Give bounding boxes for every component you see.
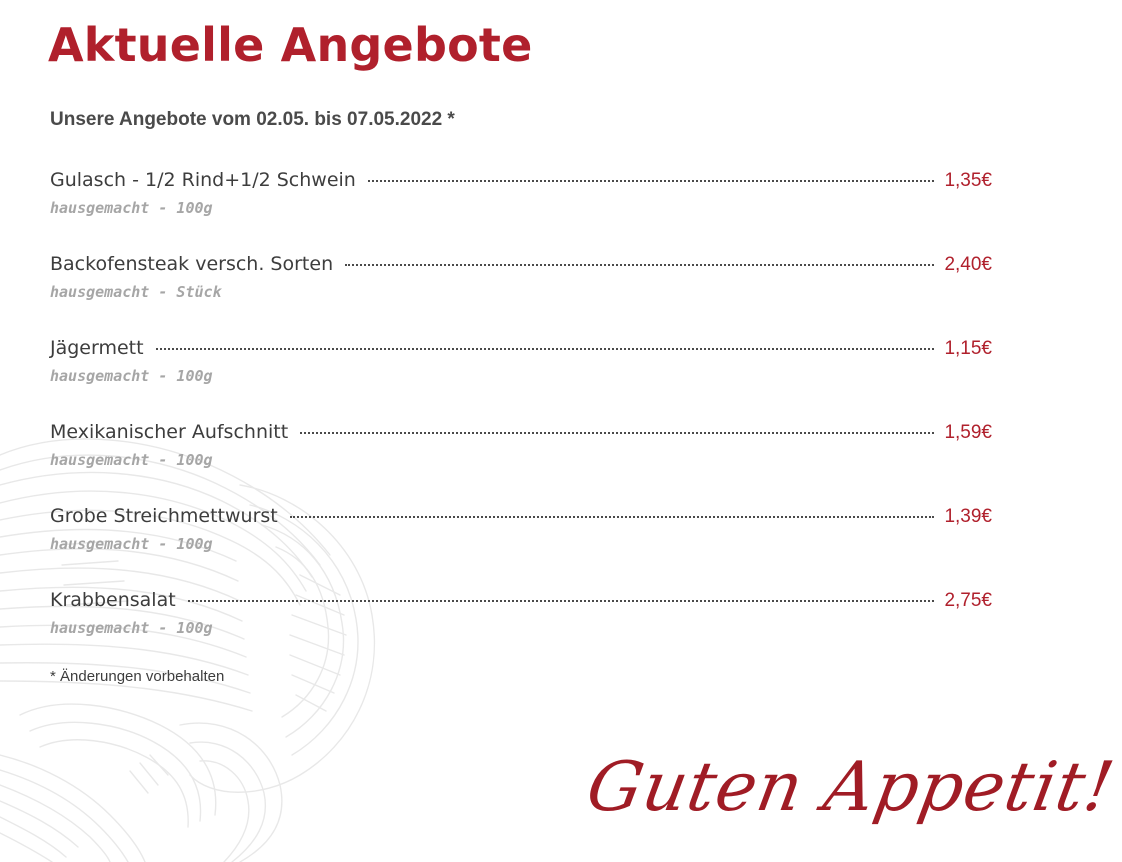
offer-name: Gulasch - 1/2 Rind+1/2 Schwein — [50, 169, 356, 191]
offer-note: hausgemacht - Stück — [50, 283, 222, 301]
offer-price: 2,75€ — [944, 590, 992, 611]
offer-note: hausgemacht - 100g — [50, 619, 213, 637]
page-title: Aktuelle Angebote — [48, 18, 533, 72]
offer-item — [50, 334, 992, 418]
offer-price: 1,35€ — [944, 170, 992, 191]
offer-name: Backofensteak versch. Sorten — [50, 253, 334, 275]
offer-item — [50, 586, 992, 670]
offer-item — [50, 166, 992, 250]
offer-name: Jägermett — [50, 337, 144, 359]
offer-name: Mexikanischer Aufschnitt — [50, 421, 289, 443]
dotted-leader — [290, 516, 935, 518]
dotted-leader — [345, 264, 934, 266]
offer-price: 2,40€ — [944, 254, 992, 275]
offer-price: 1,15€ — [944, 338, 992, 359]
offer-note: hausgemacht - 100g — [50, 535, 213, 553]
offer-note: hausgemacht - 100g — [50, 367, 213, 385]
offer-price: 1,59€ — [944, 422, 992, 443]
offer-note: hausgemacht - 100g — [50, 451, 213, 469]
offer-item — [50, 502, 992, 586]
dotted-leader — [188, 600, 935, 602]
offer-period-subtitle: Unsere Angebote vom 02.05. bis 07.05.2022 * — [50, 109, 455, 130]
dotted-leader — [368, 180, 935, 182]
dotted-leader — [300, 432, 934, 434]
closing-greeting: Guten Appetit! — [581, 748, 1121, 827]
disclaimer-note: * Änderungen vorbehalten — [50, 668, 225, 685]
offer-name: Grobe Streichmettwurst — [50, 505, 278, 527]
offer-item — [50, 250, 992, 334]
offer-item — [50, 418, 992, 502]
offer-list — [50, 166, 992, 670]
dotted-leader — [156, 348, 935, 350]
offer-price: 1,39€ — [944, 506, 992, 527]
offer-name: Krabbensalat — [50, 589, 176, 611]
offer-note: hausgemacht - 100g — [50, 199, 213, 217]
